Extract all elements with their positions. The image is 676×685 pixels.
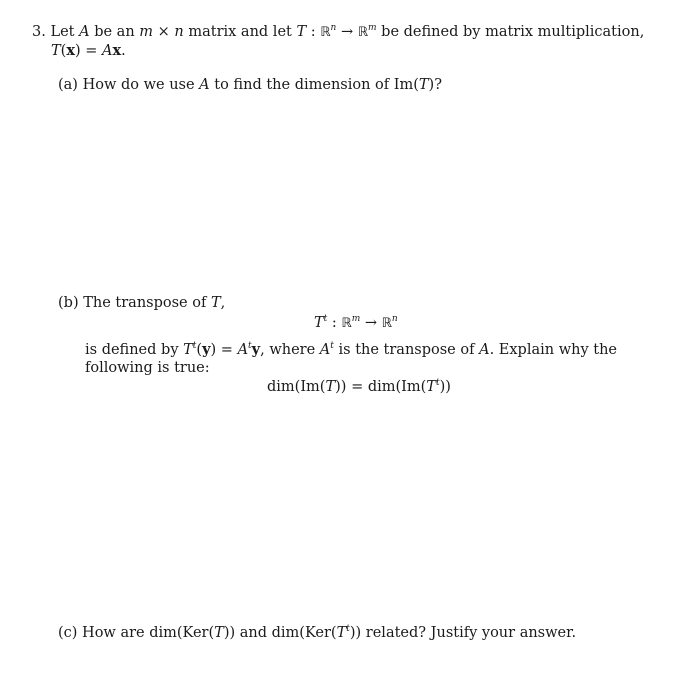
- real-numbers-symbol: ℝ: [341, 316, 352, 331]
- part-a-label: (a): [58, 77, 78, 93]
- problem-intro-line-1: 3. Let A be an m × n matrix and let T : ℝ$^n$ → ℝ$^m$ be defined by matrix multiplication,: [32, 23, 645, 40]
- part-b-definition-line: is defined by $T^t(y) = A^ty$, where $A^t$ is the transpose of A. Explain why the: [85, 341, 617, 358]
- part-b-intro: (b) The transpose of T,: [58, 295, 226, 311]
- dimension-equality-equation: $dim(Im(T)) = dim(Im(T^t))$: [267, 378, 451, 395]
- real-numbers-symbol: ℝ: [320, 25, 331, 40]
- real-numbers-symbol: ℝ: [381, 316, 392, 331]
- real-numbers-symbol: ℝ: [357, 25, 369, 40]
- part-c-question: (c) How are dim(Ker(T)) and $dim(Ker(T^t))$ related? Justify your answer.: [58, 624, 577, 641]
- problem-number: 3.: [32, 24, 46, 40]
- part-a-question: (a) How do we use A to find the dimension of Im(T)?: [58, 77, 442, 93]
- problem-intro-line-2: T(x) = Ax.: [51, 42, 126, 59]
- part-b-label: (b): [58, 295, 79, 311]
- transpose-map-equation: $T^t$ : ℝ$^m$ → ℝ$^n$: [314, 314, 398, 331]
- part-c-label: (c): [58, 625, 78, 641]
- part-b-following-line: following is true:: [85, 360, 210, 376]
